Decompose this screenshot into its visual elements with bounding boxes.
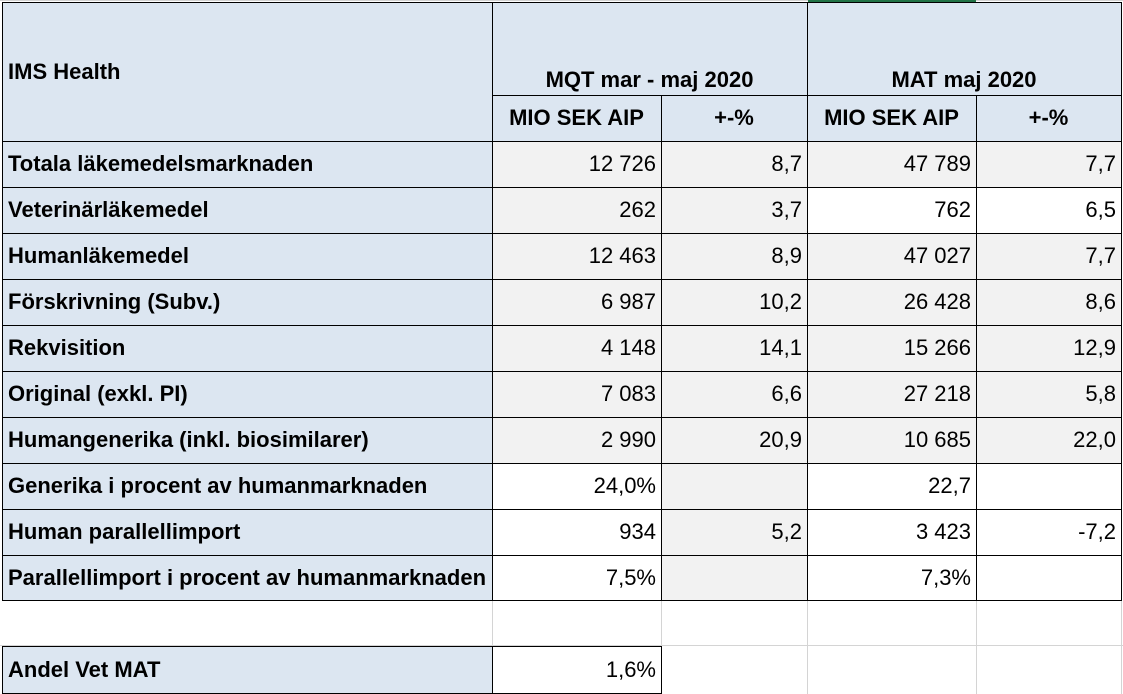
gridline: [976, 601, 977, 694]
mat-change-cell[interactable]: [976, 555, 1121, 601]
mqt-value-cell[interactable]: 2 990: [492, 417, 661, 463]
mqt-value-column-header: MIO SEK AIP: [492, 95, 661, 141]
mqt-value-cell[interactable]: 24,0%: [492, 463, 661, 509]
border: [807, 2, 808, 601]
mat-change-cell[interactable]: 22,0: [976, 417, 1121, 463]
border: [2, 279, 1121, 280]
mqt-value-cell[interactable]: 6 987: [492, 279, 661, 325]
row-label: Veterinärläkemedel: [2, 187, 492, 233]
mat-change-cell[interactable]: 7,7: [976, 233, 1121, 279]
gridline: [492, 601, 493, 646]
row-label: Human parallellimport: [2, 509, 492, 555]
mat-value-cell[interactable]: 22,7: [807, 463, 976, 509]
mat-value-cell[interactable]: 27 218: [807, 371, 976, 417]
mat-value-column-header: MIO SEK AIP: [807, 95, 976, 141]
row-label: Totala läkemedelsmarknaden: [2, 141, 492, 187]
mat-value-cell[interactable]: 762: [807, 187, 976, 233]
row-label: Förskrivning (Subv.): [2, 279, 492, 325]
mat-change-cell[interactable]: [976, 463, 1121, 509]
mqt-change-column-header: +-%: [661, 95, 807, 141]
mqt-change-cell[interactable]: 20,9: [661, 417, 807, 463]
border: [2, 2, 1121, 3]
border: [2, 417, 1121, 418]
border: [2, 371, 1121, 372]
row-label: Parallellimport i procent av humanmarknaden: [2, 555, 492, 601]
gridline: [807, 601, 808, 694]
footer-label: Andel Vet MAT: [2, 647, 492, 693]
mqt-change-cell[interactable]: 6,6: [661, 371, 807, 417]
mqt-value-cell[interactable]: 262: [492, 187, 661, 233]
mqt-value-cell[interactable]: 12 463: [492, 233, 661, 279]
source-label: IMS Health: [8, 58, 121, 84]
border: [2, 463, 1121, 464]
border: [661, 95, 662, 601]
mat-change-cell[interactable]: -7,2: [976, 509, 1121, 555]
mat-change-cell[interactable]: 8,6: [976, 279, 1121, 325]
border: [2, 555, 1121, 556]
mat-period-header: MAT maj 2020: [807, 2, 1121, 95]
mat-value-cell[interactable]: 47 789: [807, 141, 976, 187]
mqt-period-header: MQT mar - maj 2020: [492, 2, 807, 95]
mqt-value-cell[interactable]: 12 726: [492, 141, 661, 187]
row-label: Humangenerika (inkl. biosimilarer): [2, 417, 492, 463]
mqt-change-cell[interactable]: 5,2: [661, 509, 807, 555]
border: [2, 509, 1121, 510]
mat-value-cell[interactable]: 26 428: [807, 279, 976, 325]
mqt-change-cell[interactable]: 14,1: [661, 325, 807, 371]
border: [976, 95, 977, 601]
border: [2, 646, 662, 647]
mqt-value-cell[interactable]: 4 148: [492, 325, 661, 371]
mqt-change-cell[interactable]: 8,7: [661, 141, 807, 187]
border: [2, 325, 1121, 326]
border: [2, 141, 1121, 142]
mqt-change-cell[interactable]: 10,2: [661, 279, 807, 325]
border: [2, 187, 1121, 188]
mat-change-cell[interactable]: 7,7: [976, 141, 1121, 187]
border: [1121, 2, 1122, 601]
border: [2, 233, 1121, 234]
footer-value-cell[interactable]: 1,6%: [492, 647, 661, 693]
mat-change-cell[interactable]: 12,9: [976, 325, 1121, 371]
row-label: Rekvisition: [2, 325, 492, 371]
mqt-change-cell[interactable]: [661, 463, 807, 509]
border: [492, 646, 493, 694]
row-label: Original (exkl. PI): [2, 371, 492, 417]
mat-value-cell[interactable]: 10 685: [807, 417, 976, 463]
mat-value-cell[interactable]: 3 423: [807, 509, 976, 555]
mqt-value-cell[interactable]: 934: [492, 509, 661, 555]
gridline: [1121, 601, 1122, 694]
row-label: Humanläkemedel: [2, 233, 492, 279]
mqt-change-cell[interactable]: 3,7: [661, 187, 807, 233]
mat-change-column-header: +-%: [976, 95, 1121, 141]
border: [661, 646, 662, 694]
mat-value-cell[interactable]: 15 266: [807, 325, 976, 371]
mat-change-cell[interactable]: 5,8: [976, 371, 1121, 417]
source-label-cell: [2, 2, 492, 141]
border: [2, 646, 3, 694]
row-label: Generika i procent av humanmarknaden: [2, 463, 492, 509]
mat-value-cell[interactable]: 47 027: [807, 233, 976, 279]
mqt-value-cell[interactable]: 7,5%: [492, 555, 661, 601]
mqt-value-cell[interactable]: 7 083: [492, 371, 661, 417]
border: [2, 600, 1122, 601]
mat-value-cell[interactable]: 7,3%: [807, 555, 976, 601]
mqt-change-cell[interactable]: [661, 555, 807, 601]
border: [2, 2, 3, 601]
border: [492, 2, 493, 601]
mqt-change-cell[interactable]: 8,9: [661, 233, 807, 279]
mat-change-cell[interactable]: 6,5: [976, 187, 1121, 233]
